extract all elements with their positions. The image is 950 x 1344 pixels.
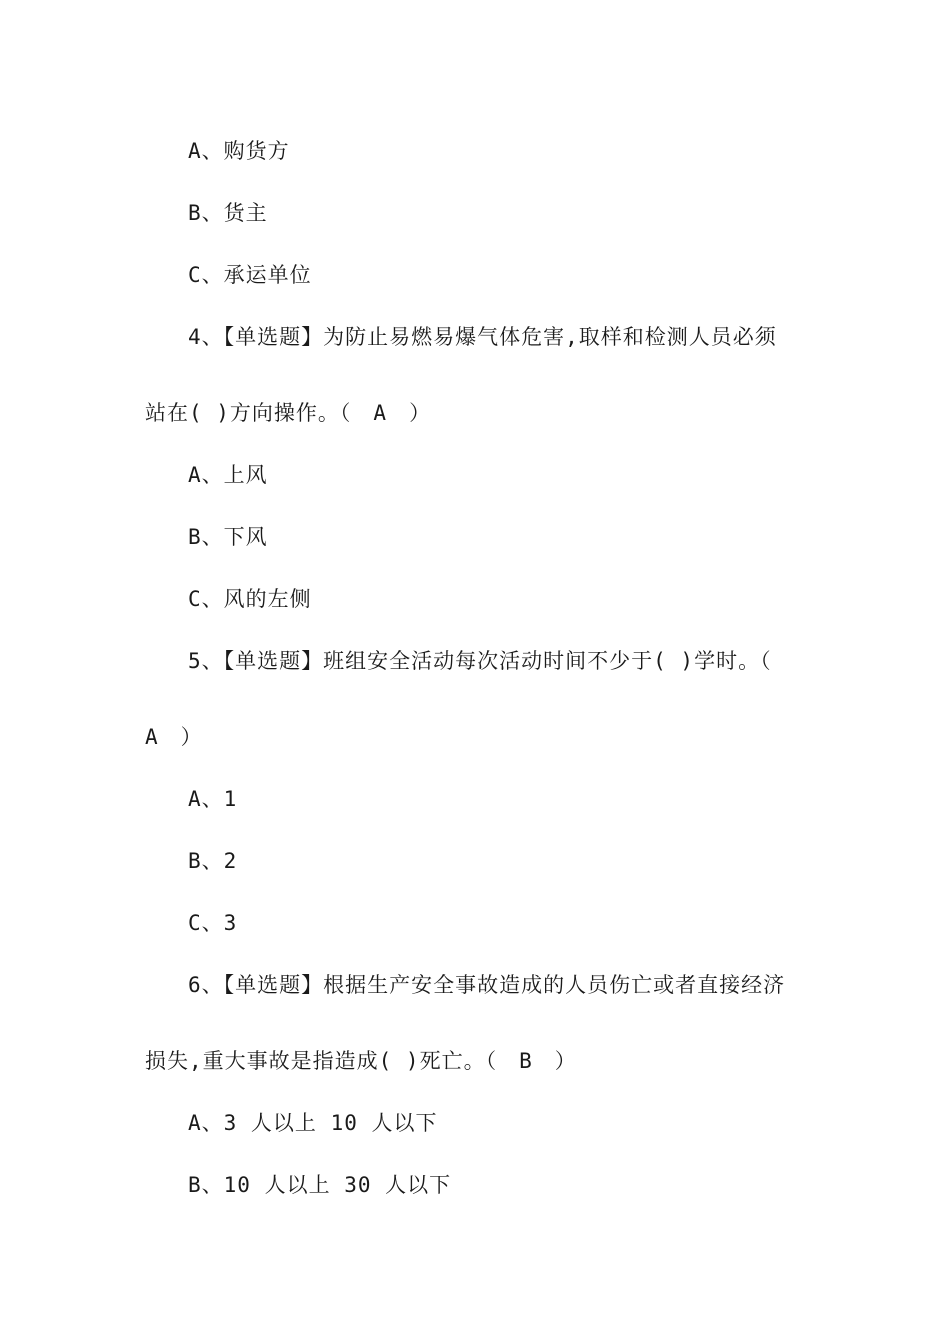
option-line: B、货主: [188, 201, 268, 225]
option-line: B、2: [188, 849, 238, 873]
option-line: A、3 人以上 10 人以下: [188, 1111, 438, 1135]
question-line-continued: 站在( )方向操作。（ A ）: [145, 401, 432, 425]
question-line-continued: 损失,重大事故是指造成( )死亡。（ B ）: [145, 1049, 577, 1073]
question-line: 5、【单选题】班组安全活动每次活动时间不少于( )学时。（: [188, 649, 772, 673]
question-line: 4、【单选题】为防止易燃易爆气体危害,取样和检测人员必须: [188, 325, 777, 349]
question-line-continued: A ）: [145, 725, 203, 749]
option-line: B、10 人以上 30 人以下: [188, 1173, 452, 1197]
option-line: A、1: [188, 787, 238, 811]
option-line: C、承运单位: [188, 263, 312, 287]
option-line: C、风的左侧: [188, 587, 312, 611]
option-line: B、下风: [188, 525, 268, 549]
option-line: A、购货方: [188, 139, 290, 163]
question-line: 6、【单选题】根据生产安全事故造成的人员伤亡或者直接经济: [188, 973, 786, 997]
option-line: A、上风: [188, 463, 268, 487]
option-line: C、3: [188, 911, 238, 935]
